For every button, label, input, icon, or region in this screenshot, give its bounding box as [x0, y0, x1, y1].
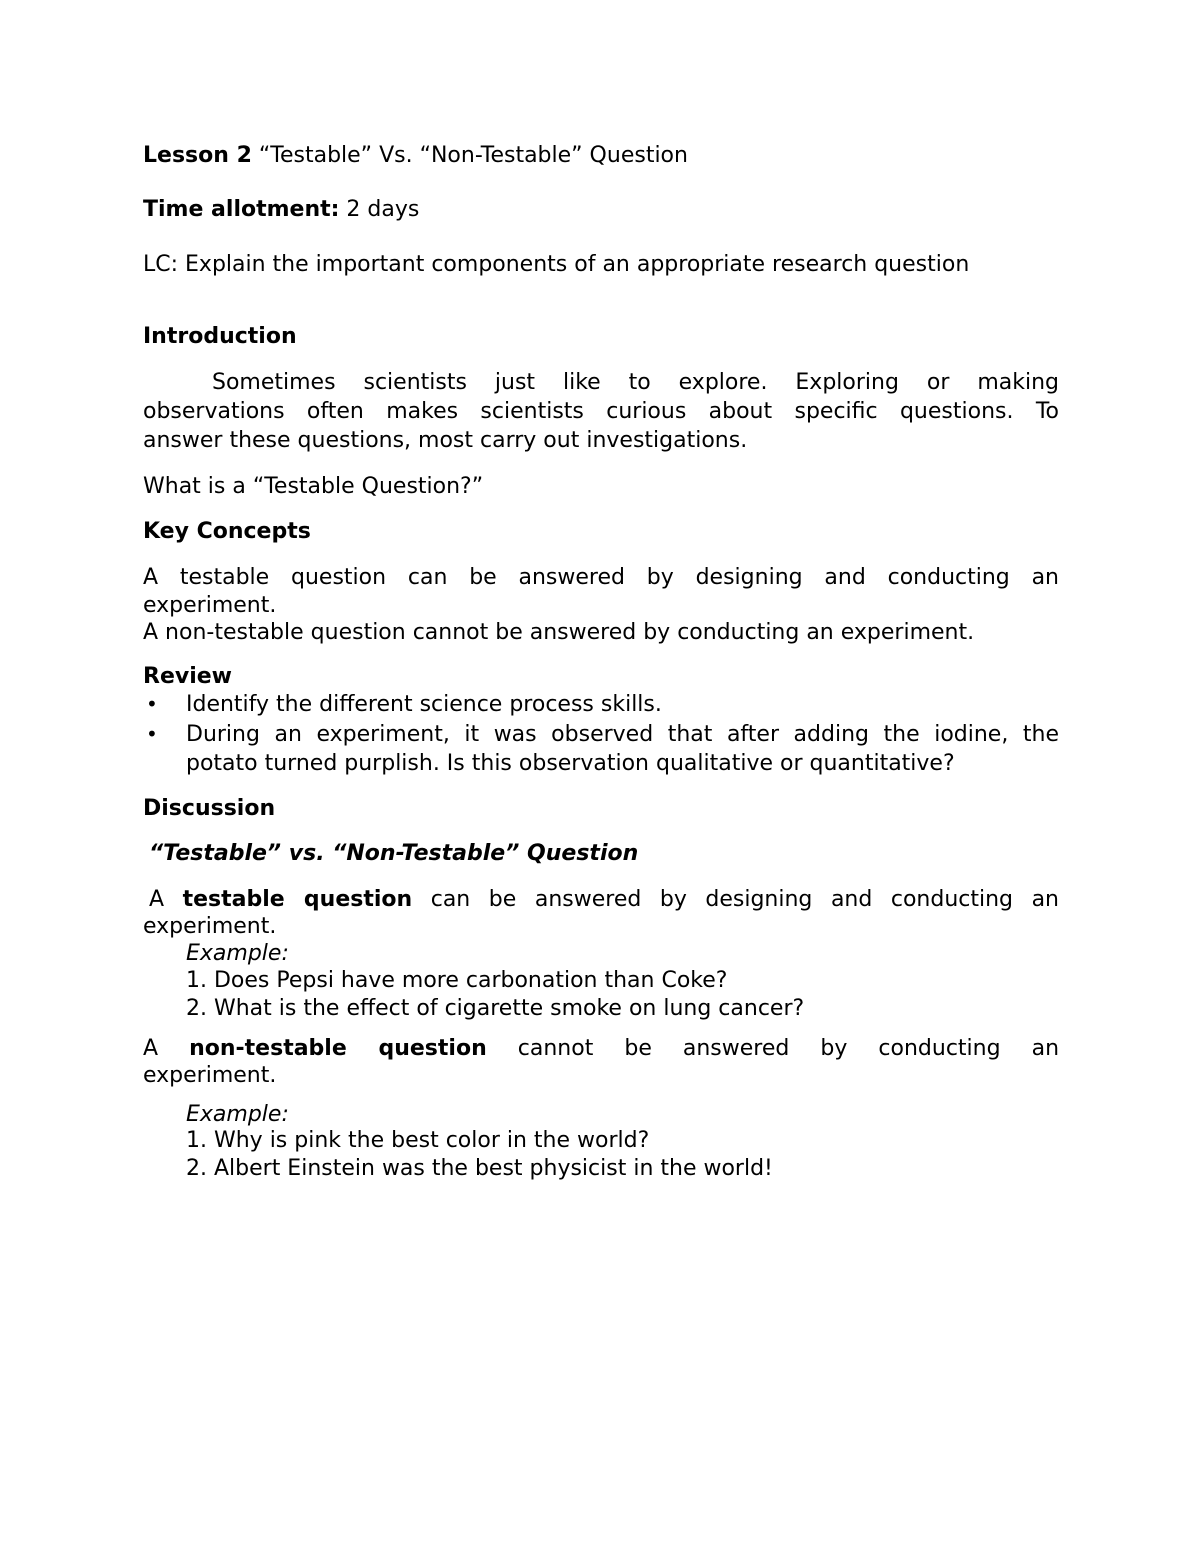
testable-example-label-text: Example:: [186, 941, 289, 966]
testable-rest: can be answered by designing and conducting an: [412, 887, 1059, 912]
non-testable-example-label: [186, 1100, 1059, 1129]
key-concepts-heading-text: Key Concepts: [143, 519, 311, 544]
review-heading: [143, 662, 1059, 691]
introduction-paragraph-line-3: answer these questions, most carry out investigations.: [143, 428, 748, 453]
key-concept-line-2: experiment.: [143, 593, 277, 618]
learning-competency: LC: Explain the important components of an appropriate research question: [143, 252, 970, 277]
discussion-subheading: [149, 839, 1065, 868]
testable-term: testable question: [182, 887, 413, 912]
testable-example-1: 1. Does Pepsi have more carbonation than Coke?: [186, 968, 728, 993]
discussion-subheading-text: “Testable” vs. “Non-Testable” Question: [149, 841, 639, 866]
non-testable-example-label-text: Example:: [186, 1102, 289, 1127]
testable-example-2: 2. What is the effect of cigarette smoke on lung cancer?: [186, 996, 805, 1021]
discussion-heading: [143, 794, 1059, 823]
bullet-icon: •: [146, 722, 158, 746]
time-allotment-line: [143, 195, 1059, 224]
time-allotment-label: Time allotment:: [143, 197, 340, 222]
non-testable-definition-line-1: [143, 1034, 1059, 1063]
testable-definition-line-1: [149, 885, 1059, 914]
review-item-2-line-1: During an experiment, it was observed that after adding the iodine, the: [186, 722, 1059, 747]
testable-definition-line-2: experiment.: [143, 914, 277, 939]
non-testable-example-1: 1. Why is pink the best color in the world?: [186, 1128, 650, 1153]
key-concept-line-3: A non-testable question cannot be answered by conducting an experiment.: [143, 620, 975, 645]
testable-question-prompt: What is a “Testable Question?”: [143, 474, 484, 499]
testable-prefix: A: [149, 887, 183, 912]
time-allotment-value: 2 days: [339, 197, 420, 222]
introduction-heading: [143, 322, 1059, 351]
key-concepts-heading: [143, 517, 1059, 546]
lesson-title: “Testable” Vs. “Non-Testable” Question: [251, 143, 688, 168]
introduction-paragraph-line-2: observations often makes scientists curious about specific questions. To: [143, 399, 1059, 424]
introduction-heading-text: Introduction: [143, 324, 297, 349]
non-testable-prefix: A: [143, 1036, 190, 1061]
non-testable-rest: cannot be answered by conducting an: [486, 1036, 1060, 1061]
non-testable-example-2: 2. Albert Einstein was the best physicist in the world!: [186, 1156, 773, 1181]
testable-example-label: [186, 939, 1059, 968]
introduction-paragraph-line-1: Sometimes scientists just like to explore. Exploring or making: [212, 370, 1059, 395]
non-testable-definition-line-2: experiment.: [143, 1063, 277, 1088]
bullet-icon: •: [146, 692, 158, 716]
review-item-2-line-2: potato turned purplish. Is this observation qualitative or quantitative?: [186, 751, 955, 776]
lesson-title-line: [143, 141, 1059, 170]
review-heading-text: Review: [143, 664, 232, 689]
non-testable-term: non-testable question: [189, 1036, 487, 1061]
lesson-label: Lesson 2: [143, 143, 252, 168]
discussion-heading-text: Discussion: [143, 796, 276, 821]
review-item-1: Identify the different science process skills.: [186, 692, 662, 717]
key-concept-line-1: A testable question can be answered by designing and conducting an: [143, 565, 1059, 590]
